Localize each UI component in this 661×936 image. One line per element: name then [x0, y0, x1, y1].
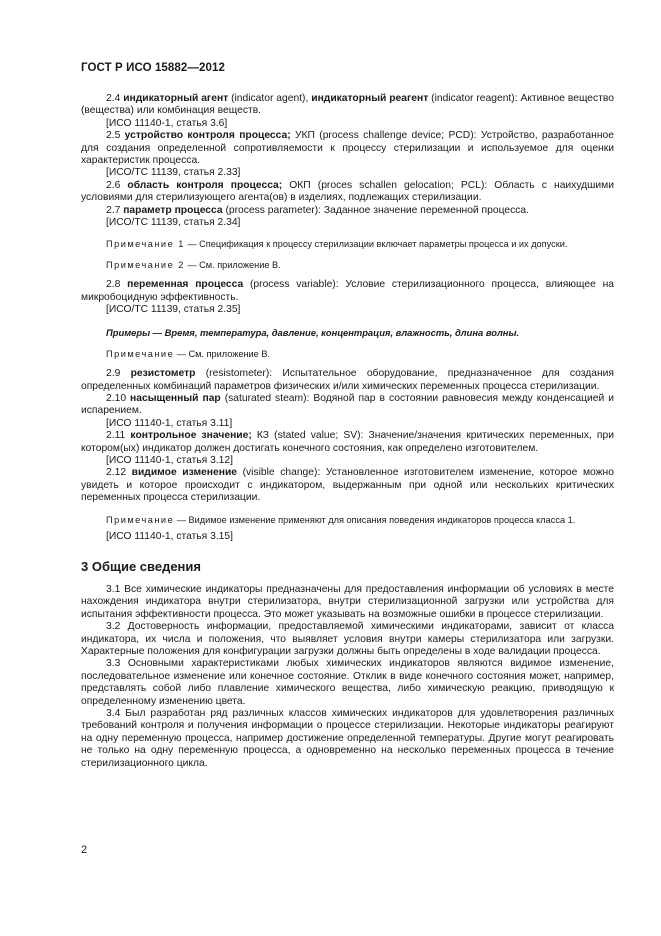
note-text: — Спецификация к процессу стерилизации включает параметры процесса и их допуски.: [184, 239, 568, 250]
note-label: Примечание: [106, 349, 175, 360]
entry-number: 2.12: [106, 467, 127, 479]
entry-2-9: [81, 368, 614, 393]
entry-text: (indicator agent),: [228, 93, 312, 104]
section-heading: 3 Общие сведения: [81, 558, 201, 574]
entry-reference: [ИСО 11140-1, статья 3.6]: [106, 117, 228, 129]
entry-number: 2.11: [106, 430, 126, 442]
entry-term: параметр процесса: [123, 204, 223, 216]
entry-reference: [ИСО/ТС 11139, статья 2.35]: [106, 304, 241, 316]
entry-number: 2.10: [106, 392, 127, 404]
entry-2-4: [81, 93, 614, 118]
entry-definition: УКП (process challenge device; PCD): Устройство, разработанное для создания определенной сопротивляемости к процессу стерилизации и используемое для оценки характеристик процесса.: [81, 130, 614, 167]
entry-number: 2.5: [106, 130, 121, 142]
entry-term: насыщенный пар: [130, 392, 221, 404]
entry-definition: (visible change): Установленное изготовителем изменение, которое можно увидеть и которое происходит с индикатором, выдержанным при одной или нескольких критических переменных процесса стерилизации.: [81, 467, 614, 504]
paragraph-3-2: 3.2 Достоверность информации, предоставляемой химическими индикаторами, зависит от класса индикатора, их числа и положения, что выявляет условия внутри камеры стерилизатора или загрузки. Характерные положения для конфигурации загрузки должны быть определены в ходе валидации процесса.: [81, 621, 614, 657]
note-label: Примечание 1: [106, 239, 185, 250]
entry-term: устройство контроля процесса;: [124, 130, 291, 142]
entry-reference: [ИСО 11140-1, статья 3.12]: [106, 454, 233, 466]
entry-reference: [ИСО/ТС 11139, статья 2.33]: [106, 167, 241, 179]
entry-number: 2.6: [106, 179, 121, 191]
entry-2-10: [81, 393, 614, 418]
entry-term: область контроля процесса;: [127, 179, 283, 191]
entry-number: 2.9: [106, 368, 121, 380]
entry-2-7: [81, 205, 614, 217]
entry-2-8: [81, 279, 614, 304]
entry-number: 2.7: [106, 204, 121, 216]
note: [81, 238, 614, 250]
note-text: — Видимое изменение применяют для описания поведения индикаторов процесса класса 1.: [174, 514, 576, 525]
entry-reference: [ИСО/ТС 11139, статья 2.34]: [106, 217, 241, 229]
entry-definition: (saturated steam): Водяной пар в состоянии равновесия между конденсацией и испарением.: [81, 392, 614, 417]
entry-2-12: [81, 467, 614, 504]
entry-definition: (resistometer): Испытательное оборудование, предназначенное для создания определенных комбинаций параметров физических и/или химических переменных процесса стерилизации.: [81, 368, 614, 392]
document-header: ГОСТ Р ИСО 15882—2012: [81, 62, 226, 74]
paragraph-3-1: 3.1 Все химические индикаторы предназначены для предоставления информации об условиях в месте нахождения индикатора внутри стерилизатора, внутри стерилизационной загрузки или устройства для испытания эффективности процесса. Это может указывать на возможные ошибки в процессе стерилизации.: [81, 583, 614, 620]
entry-definition: КЗ (stated value; SV): Значение/значения критических переменных, при котором(ых) индикатор должен достигать конечного состояния, как определено изготовителем.: [81, 430, 614, 454]
entry-term: индикаторный реагент: [311, 93, 429, 104]
entry-reference: [ИСО 11140-1, статья 3.11]: [106, 417, 233, 429]
entry-term: резистометр: [130, 368, 196, 380]
entry-reference: [ИСО 11140-1, статья 3.15]: [106, 530, 233, 542]
entry-number: 2.8: [106, 279, 121, 291]
entry-2-5: [81, 130, 614, 167]
note-text: — См. приложение В.: [184, 260, 281, 271]
entry-2-11: [81, 430, 614, 455]
entry-term: контрольное значение;: [130, 430, 252, 442]
entry-definition: (process parameter): Заданное значение переменной процесса.: [222, 204, 529, 216]
entry-definition: (indicator reagent): Активное вещество (вещества) или комбинация веществ.: [81, 93, 614, 117]
entry-definition: ОКП (proces schallen gelocation; PCL): Область с наихудшими условиями для стерилизующего агента(ов) в изделиях, подлежащих стерилизации.: [81, 179, 614, 204]
document-body: [81, 93, 614, 770]
entry-term: видимое изменение: [131, 467, 238, 479]
note-text: — См. приложение В.: [174, 349, 271, 360]
note: [81, 514, 614, 526]
paragraph-3-3: 3.3 Основными характеристиками любых химических индикаторов являются видимое изменение, последовательное изменение или конечное состояние. Отклик в виде конечного состояния может, например, представлять собой либо плавление химического вещества, либо химическую реакцию, приводящую к определенному изменению цвета.: [81, 658, 614, 707]
entry-definition: (process variable): Условие стерилизационного процесса, влияющее на микробоцидную эффективность.: [81, 279, 614, 303]
entry-term: переменная процесса: [127, 279, 244, 291]
page-number: 2: [81, 844, 88, 856]
examples: Примеры — Время, температура, давление, концентрация, влажность, длина волны.: [106, 326, 520, 338]
note: [81, 259, 614, 271]
entry-term: индикаторный агент: [123, 93, 229, 104]
paragraph-3-4: 3.4 Был разработан ряд различных классов химических индикаторов для удовлетворения различных требований контроля и получения информации о процессе стерилизации. Некоторые индикаторы реагируют на одну переменную процесса, например достижение определенной температуры. Другие могут реагировать не только на одну переменную процесса, а одновременно на несколько переменных процесса в течение стерилизационного цикла.: [81, 708, 614, 769]
entry-number: 2.4: [106, 93, 121, 104]
entry-2-6: [81, 180, 614, 205]
note-label: Примечание 2: [106, 260, 185, 271]
note-label: Примечание: [106, 514, 175, 525]
note: [81, 348, 614, 360]
